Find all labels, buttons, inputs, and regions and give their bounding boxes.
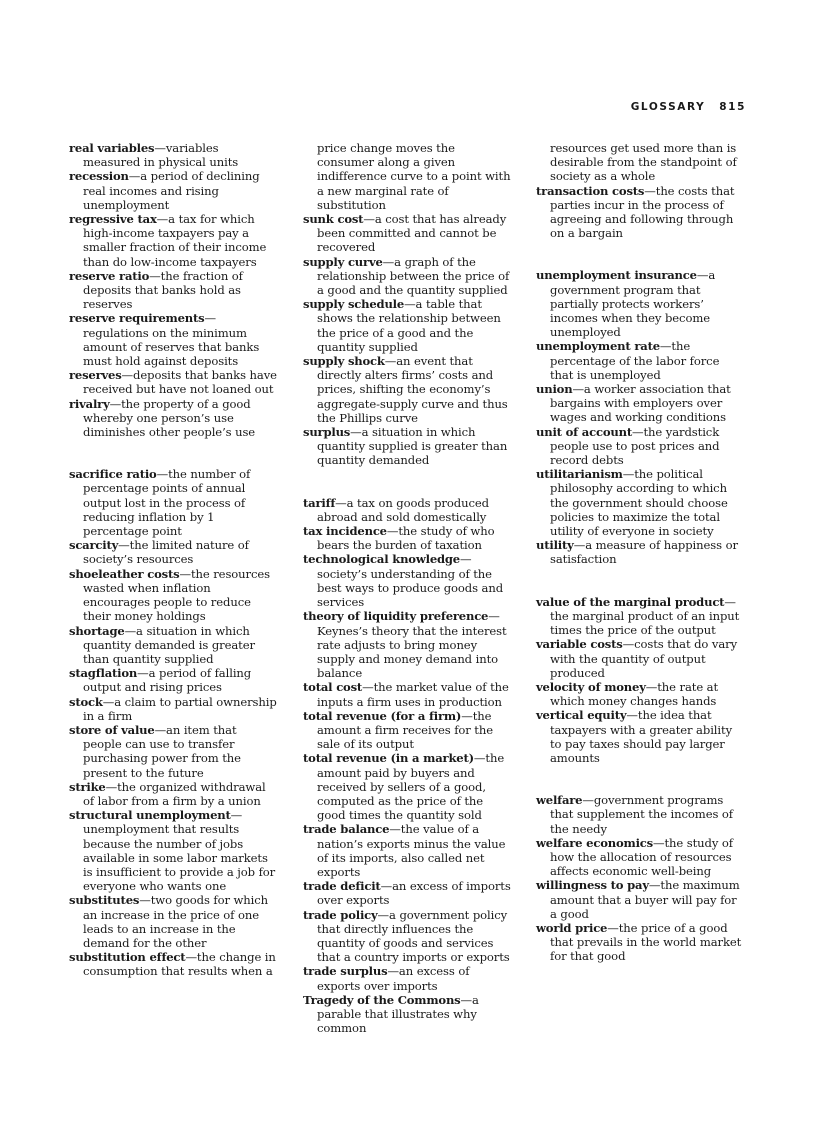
glossary-definition: —an excess of imports over exports	[317, 879, 511, 908]
glossary-term: surplus	[303, 425, 351, 440]
glossary-term: trade deficit	[303, 879, 381, 894]
glossary-term: reserve ratio	[69, 268, 150, 283]
glossary-definition: —a graph of the relationship between the price of a good and the quantity supplied	[317, 254, 510, 298]
glossary-term: trade balance	[303, 822, 390, 837]
glossary-entry	[303, 751, 511, 822]
glossary-definition: resources get used more than is desirable from the standpoint of society as a whole	[550, 141, 737, 184]
glossary-entry	[69, 311, 277, 368]
glossary-term: strike	[69, 779, 106, 794]
glossary-definition: —deposits that banks have received but have not loaned out	[83, 368, 277, 397]
glossary-term: total revenue (in a market)	[303, 751, 474, 766]
glossary-term: supply schedule	[303, 297, 405, 312]
glossary-entry	[69, 212, 277, 269]
glossary-term: real variables	[69, 141, 155, 155]
running-head	[631, 101, 746, 113]
glossary-definition: —a government program that partially protects workers’ incomes when they become unemployed	[550, 268, 716, 340]
glossary-definition: —the costs that parties incur in the process of agreeing and following through on a bargain	[550, 183, 735, 241]
glossary-entry-continued	[536, 141, 744, 184]
glossary-definition: —the property of a good whereby one person’s use diminishes other people’s use	[83, 396, 256, 440]
glossary-definition: —the maximum amount that a buyer will pay for a good	[550, 878, 740, 921]
glossary-definition: —a situation in which quantity supplied is greater than quantity demanded	[317, 425, 508, 468]
glossary-entry	[303, 297, 511, 354]
glossary-term: rivalry	[69, 396, 110, 411]
glossary-definition: —an excess of exports over imports	[317, 964, 470, 993]
glossary-term: transaction costs	[536, 183, 645, 198]
glossary-entry-continued	[303, 141, 511, 212]
glossary-term: world price	[536, 920, 608, 935]
glossary-entry	[303, 496, 511, 524]
glossary-entry	[69, 269, 277, 312]
glossary-entry	[536, 595, 744, 638]
glossary-term: welfare economics	[536, 835, 653, 850]
glossary-definition: —unemployment that results because the number of jobs available in some labor markets is insufficient to provide a job for everyone who wants one	[83, 808, 276, 894]
glossary-entry	[536, 793, 744, 836]
glossary-term: scarcity	[69, 538, 119, 553]
glossary-entry	[536, 268, 744, 339]
glossary-definition: price change moves the consumer along a given indifference curve to a point with a new marginal rate of substitution	[317, 141, 511, 212]
glossary-definition: —the number of percentage points of annual output lost in the process of reducing inflation by 1 percentage point	[83, 467, 251, 539]
glossary-term: variable costs	[536, 637, 623, 652]
glossary-term: trade policy	[303, 907, 378, 922]
glossary-definition: —the price of a good that prevails in the world market for that good	[550, 920, 742, 964]
glossary-entry	[303, 709, 511, 752]
glossary-definition: —the idea that taxpayers with a greater ability to pay taxes should pay larger amounts	[550, 708, 733, 765]
glossary-entry	[303, 993, 511, 1036]
glossary-term: stock	[69, 694, 103, 709]
glossary-definition: —the amount paid by buyers and received by sellers of a good, computed as the price of the good times the quantity sold	[317, 751, 505, 823]
glossary-definition: —a parable that illustrates why common	[317, 992, 479, 1036]
glossary-definition: —a tax for which high-income taxpayers pay a smaller fraction of their income than do low-income taxpayers	[83, 212, 267, 269]
glossary-entry	[536, 708, 744, 765]
section-title: GLOSSARY	[630, 101, 706, 113]
glossary-term: unemployment insurance	[536, 268, 697, 283]
glossary-entry	[536, 680, 744, 708]
glossary-entry	[303, 354, 511, 425]
glossary-definition: —variables measured in physical units	[83, 141, 239, 170]
glossary-definition: —the change in consumption that results when a	[83, 950, 276, 979]
glossary-column-2	[303, 141, 511, 1035]
glossary-term: total revenue (for a firm)	[303, 708, 462, 723]
glossary-term: shortage	[69, 623, 125, 638]
glossary-entry	[536, 425, 744, 468]
glossary-term: welfare	[536, 793, 583, 808]
letter-group-spacer	[536, 765, 744, 793]
glossary-definition: —the yardstick people use to post prices and record debts	[550, 424, 720, 468]
glossary-definition: —a situation in which quantity demanded is greater than quantity supplied	[83, 623, 255, 666]
glossary-entry	[69, 169, 277, 212]
glossary-definition: —the fraction of deposits that banks hold as reserves	[83, 268, 243, 312]
glossary-definition: —Keynes’s theory that the interest rate adjusts to bring money supply and money demand into balance	[317, 609, 507, 681]
glossary-term: tax incidence	[303, 524, 387, 539]
glossary-term: technological knowledge	[303, 552, 460, 567]
glossary-term: supply shock	[303, 354, 385, 369]
glossary-term: velocity of money	[536, 679, 646, 694]
glossary-term: store of value	[69, 722, 155, 737]
letter-group-spacer	[303, 468, 511, 496]
glossary-term: theory of liquidity preference	[303, 609, 489, 624]
glossary-entry	[69, 538, 277, 566]
glossary-term: shoeleather costs	[69, 566, 180, 581]
glossary-definition: —the study of who bears the burden of taxation	[317, 524, 495, 553]
glossary-entry	[69, 141, 277, 169]
letter-group-spacer	[536, 567, 744, 595]
glossary-term: willingness to pay	[536, 878, 649, 893]
letter-group-spacer	[536, 240, 744, 268]
glossary-entry	[69, 624, 277, 667]
glossary-definition: —the rate at which money changes hands	[550, 679, 719, 709]
glossary-definition: —two goods for which an increase in the price of one leads to an increase in the demand for the other	[83, 893, 269, 950]
glossary-definition: —costs that do vary with the quantity of output produced	[550, 637, 738, 680]
glossary-entry	[536, 184, 744, 241]
letter-group-spacer	[69, 439, 277, 467]
glossary-entry	[303, 908, 511, 965]
glossary-term: recession	[69, 169, 129, 184]
glossary-entry	[69, 723, 277, 780]
glossary-entry	[536, 878, 744, 921]
glossary-term: substitutes	[69, 893, 140, 908]
glossary-definition: —the resources wasted when inflation encourages people to reduce their money holdings	[83, 566, 270, 624]
glossary-entry	[536, 467, 744, 538]
glossary-definition: —the market value of the inputs a firm uses in production	[317, 680, 509, 709]
glossary-term: reserves	[69, 368, 122, 383]
glossary-entry	[303, 212, 511, 255]
glossary-term: utility	[536, 538, 574, 553]
glossary-definition: —government programs that supplement the incomes of the needy	[550, 793, 733, 836]
glossary-entry	[69, 780, 277, 808]
glossary-entry	[536, 382, 744, 425]
glossary-term: reserve requirements	[69, 311, 205, 326]
glossary-entry	[69, 808, 277, 893]
glossary-entry	[536, 637, 744, 680]
glossary-definition: —a tax on goods produced abroad and sold domestically	[317, 495, 489, 524]
glossary-definition: —the amount a firm receives for the sale of its output	[317, 708, 493, 752]
glossary-term: trade surplus	[303, 964, 388, 979]
glossary-definition: —the value of a nation’s exports minus the value of its imports, also called net exports	[317, 822, 506, 879]
glossary-term: Tragedy of the Commons	[303, 992, 461, 1007]
glossary-term: stagflation	[69, 666, 138, 681]
glossary-entry	[303, 255, 511, 298]
glossary-term: structural unemployment	[69, 808, 231, 823]
glossary-entry	[69, 397, 277, 440]
glossary-definition: —society’s understanding of the best ways to produce goods and services	[317, 552, 504, 610]
glossary-definition: —a table that shows the relationship between the price of a good and the quantity supplied	[317, 297, 501, 354]
glossary-entry	[69, 467, 277, 538]
glossary-entry	[69, 950, 277, 978]
glossary-term: vertical equity	[536, 708, 627, 723]
glossary-term: sacrifice ratio	[69, 467, 157, 482]
glossary-term: union	[536, 382, 573, 397]
glossary-definition: —a period of falling output and rising prices	[83, 666, 252, 695]
glossary-entry	[536, 339, 744, 382]
glossary-definition: —regulations on the minimum amount of reserves that banks must hold against deposits	[83, 311, 260, 369]
glossary-entry	[303, 552, 511, 609]
glossary-definition: —a period of declining real incomes and rising unemployment	[83, 169, 260, 212]
glossary-definition: —the percentage of the labor force that is unemployed	[550, 339, 720, 382]
glossary-entry	[536, 921, 744, 964]
glossary-term: total cost	[303, 680, 363, 695]
glossary-entry	[303, 822, 511, 879]
glossary-definition: —the organized withdrawal of labor from a firm by a union	[83, 779, 266, 808]
glossary-term: unemployment rate	[536, 339, 660, 354]
glossary-entry	[536, 836, 744, 879]
glossary-term: unit of account	[536, 424, 632, 439]
glossary-definition: —a claim to partial ownership in a firm	[83, 694, 277, 723]
glossary-term: utilitarianism	[536, 467, 623, 482]
glossary-entry	[69, 368, 277, 396]
glossary-definition: —an event that directly alters firms’ costs and prices, shifting the economy’s aggregate-supply curve and thus the Phillips curve	[317, 354, 508, 425]
glossary-term: tariff	[303, 495, 336, 510]
glossary-column-3	[536, 141, 744, 964]
glossary-term: substitution effect	[69, 950, 186, 965]
glossary-entry	[69, 695, 277, 723]
glossary-definition: —a cost that has already been committed and cannot be recovered	[317, 212, 507, 255]
glossary-term: value of the marginal product	[536, 594, 725, 609]
glossary-entry	[303, 964, 511, 992]
glossary-definition: —a worker association that bargains with employers over wages and working conditions	[550, 382, 731, 425]
glossary-definition: —a measure of happiness or satisfaction	[550, 538, 738, 567]
glossary-term: sunk cost	[303, 212, 364, 227]
glossary-column-1	[69, 141, 277, 979]
glossary-definition: —the political philosophy according to which the government should choose policies to maximize the total utility of everyone in society	[550, 467, 728, 539]
glossary-definition: —a government policy that directly influences the quantity of goods and services that a country imports or exports	[317, 907, 510, 965]
glossary-entry	[69, 666, 277, 694]
page-number: 815	[719, 101, 746, 113]
glossary-entry	[69, 567, 277, 624]
glossary-entry	[303, 425, 511, 468]
glossary-term: supply curve	[303, 254, 383, 269]
glossary-term: regressive tax	[69, 212, 157, 227]
glossary-definition: —an item that people can use to transfer purchasing power from the present to the future	[83, 722, 241, 780]
glossary-entry	[303, 680, 511, 708]
glossary-definition: —the marginal product of an input times the price of the output	[550, 594, 740, 638]
glossary-entry	[69, 893, 277, 950]
glossary-entry	[303, 879, 511, 907]
glossary-entry	[303, 524, 511, 552]
glossary-definition: —the study of how the allocation of resources affects economic well-being	[550, 835, 733, 879]
glossary-entry	[303, 609, 511, 680]
glossary-entry	[536, 538, 744, 566]
glossary-definition: —the limited nature of society’s resources	[83, 538, 249, 567]
